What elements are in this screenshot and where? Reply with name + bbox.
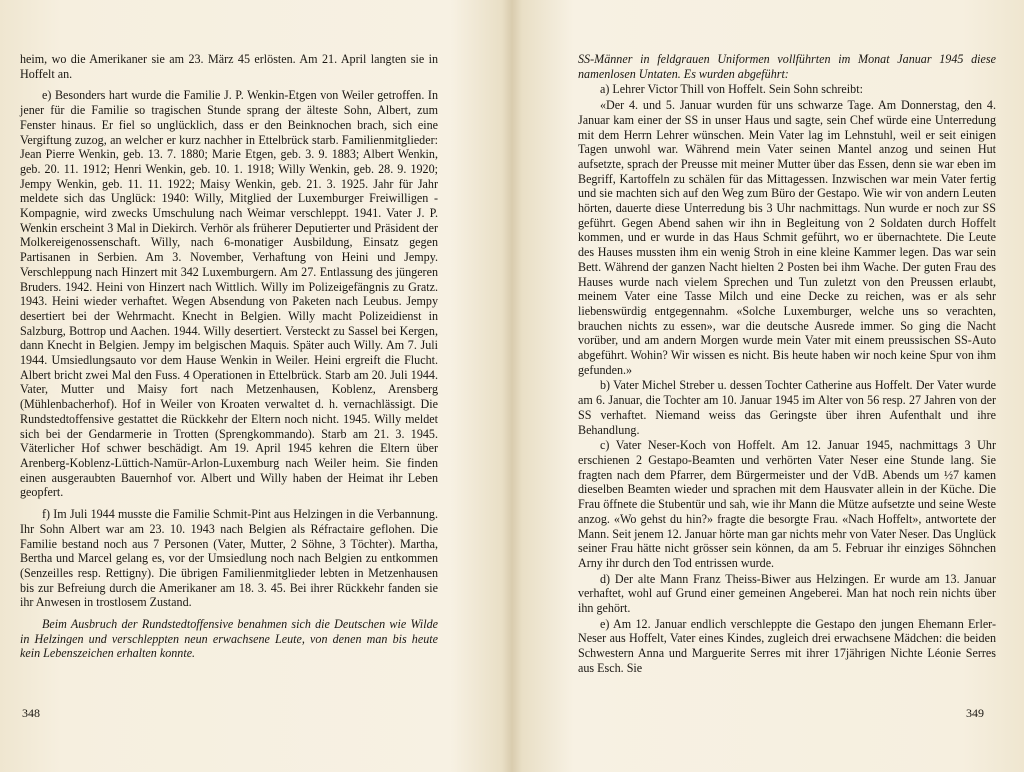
paragraph-r0: SS-Männer in feldgrauen Uniformen vollführten im Monat Januar 1945 diese namenlosen Untaten. Es wurden abgeführt: (578, 52, 996, 81)
paragraph-r2: «Der 4. und 5. Januar wurden für uns schwarze Tage. Am Donnerstag, den 4. Januar kam einer der SS in unser Haus und sagte, sein Chef würde eine Unterredung mit dem Herrn Lehrer wünschen. Mein Vater lag im Lehnstuhl, weil er seit einigen Tagen unwohl war. Während mein Vater seinen Mantel anzog und seinen Hut aufsetzte, sprach der Preusse mit meiner Mutter über das Essen, denn sie war eben im Begriff, Kartoffeln zu schälen für das Mittagessen. Inzwischen war mein Vater fertig und sie machten sich auf den Weg zum Büro der Gestapo. Wie wir von andern Leuten hörten, dauerte diese Unterredung bis 3 Uhr nachmittags. Nun wurde er noch zur SS geführt. Gegen Abend sahen wir ihn in Begleitung von 2 Soldaten durch Hoffelt kommen, und er wurde in das Haus Schmit geführt, wo er übernachtete. Die Leute des Hauses mussten ihm ein wenig Stroh in eine kleine Kammer legen. Das war sein Bett. Während der ganzen Nacht hielten 2 Posten bei ihm Wache. Der guten Frau des Hauses wurde nach vielem Sprechen und Tun zuletzt von den Preussen erlaubt, meinem Vater eine Tasse Milch und eine Decke zu reichen, was er als sehr liebenswürdig entgegennahm. «Solche Luxemburger, welche uns so verachten, brauchen nichts zu essen», war die deutsche Ausrede immer. So ging die Nacht vorüber, und am andern Morgen wurde mein Vater mit einem preussischen SS-Auto abgeführt. Wohin? Wir wissen es nicht. Bis heute haben wir noch keine Spur von ihm gefunden.» (578, 98, 996, 377)
right-page (578, 52, 996, 752)
paragraph-r4: c) Vater Neser-Koch von Hoffelt. Am 12. Januar 1945, nachmittags 3 Uhr erschienen 2 Gestapo-Beamten und verhörten Vater Neser eine Stunde lang. Sie fragten nach dem Pfarrer, dem Bürgermeister und der VdB. Abends um ½7 kamen dieselben Beamten wieder und sprachen mit dem Hausvater allein in der Küche. Die Frau öffnete die Stubentür und sah, wie ihr Mann die Mütze aufsetzte und seine Weste anzog. «Wo gehst du hin?» fragte die besorgte Frau. «Nach Hoffelt», antwortete der Mann. Seit jenem 12. Januar hörte man gar nichts mehr von Vater Neser. Das Unglück seiner Frau hätte nicht grösser sein können, da am 5. Februar ihr einziges Söhnchen Arny ihr durch den Tod entrissen wurde. (578, 438, 996, 570)
paragraph-l3: Beim Ausbruch der Rundstedtoffensive benahmen sich die Deutschen wie Wilde in Helzingen und verschleppten neun erwachsene Leute, von denen man bis heute kein Lebenszeichen erhalten konnte. (20, 617, 438, 661)
paragraph-r5: d) Der alte Mann Franz Theiss-Biwer aus Helzingen. Er wurde am 13. Januar verhaftet, wohl auf Grund einer gemeinen Angeberei. Man hat noch rein nichts über ihn gehört. (578, 571, 996, 616)
paragraph-l0: heim, wo die Amerikaner sie am 23. März 45 erlösten. Am 21. April langten sie in Hoffelt an. (20, 52, 438, 81)
page-number-left: 348 (22, 706, 40, 720)
page-number-right: 349 (966, 706, 984, 720)
left-page (20, 52, 438, 752)
paragraph-l1: e) Besonders hart wurde die Familie J. P. Wenkin-Etgen von Weiler getroffen. In jener für die Familie so tragischen Stunde sprang der älteste Sohn, Albert, zum Fenster hinaus. Er fiel so unglücklich, dass er den Beinknochen brach, sich eine Vergiftung zuzog, an welcher er kurz nachher in Ettelbrück starb. Familienmitglieder: Jean Pierre Wenkin, geb. 13. 7. 1880; Marie Etgen, geb. 3. 9. 1883; Albert Wenkin, geb. 20. 11. 1912; Henri Wenkin, geb. 10. 1. 1918; Willy Wenkin, geb. 28. 9. 1920; Jempy Wenkin, geb. 11. 11. 1922; Maisy Wenkin, geb. 21. 3. 1925. Jahr für Jahr meldete sich das Unglück: 1940: Willy, Mitglied der Luxemburger Freiwilligen - Kompagnie, wird zwecks Umschulung nach Weimar verschleppt. 1941. Vater J. P. Wenkin erscheint 3 Mal in Diekirch. Verhör als früherer Deputierter und Präsident der Molkereigenossenschaft. Willy, nach 6-monatiger Ausbildung, Einsatz gegen Partisanen in Serbien. Am 3. November, Verhaftung von Heini und Jempy. Verschleppung nach Hinzert mit 342 Luxemburgern. Am 27. Entlassung des jüngeren Bruders. 1942. Heini von Hinzert nach Wittlich. Willy im Polizeigefängnis zu Gratz. 1943. Heini wieder verhaftet. Wegen Absendung von Paketen nach Leubus. Jempy desertiert bei der Wehrmacht. Knecht in Belgien. Willy macht Polizeidienst in Salzburg, Bottrop und Aachen. 1944. Willy desertiert. Versteckt zu Sassel bei Kergen, dann Knecht in Belgien. Jempy im belgischen Maquis. Später auch Willy. Am 7. Juli 1944. Umsiedlungsauto vor dem Hause Wenkin in Weiler. Heini ergreift die Flucht. Albert bricht zwei Mal den Fuss. 4 Operationen in Ettelbrück. Starb am 20. Juli 1944. Vater, Mutter und Maisy fort nach Metzenhausen, Koblenz, Arensberg (Mühlenbacherhof). Hof in Weiler von Kroaten verwaltet d. h. vernachlässigt. Die Rundstedtoffensive gestattet die Rückkehr der Eltern noch nicht. 1945. Willy meldet sich bei der Gendarmerie in Trotten (Sprengkommando). Starb am 21. 3. 1945. Väterlicher Hof schwer beschädigt. Am 19. April 1945 kehren die Eltern über Arenberg-Koblenz-Lüttich-Namür-Arlon-Luxemburg nach Weiler heim. Sie finden einen ausgeraubten Bauernhof vor. Albert und Willy haben der Heimat ihr Leben geopfert. (20, 88, 438, 500)
paragraph-r3: b) Vater Michel Streber u. dessen Tochter Catherine aus Hoffelt. Der Vater wurde am 6. Januar, die Tochter am 10. Januar 1945 im Alter von 56 resp. 27 Jahren von der SS verhaftet. Niemand weiss das Geringste über ihren Aufenthalt und ihre Behandlung. (578, 378, 996, 437)
paragraph-r1: a) Lehrer Victor Thill von Hoffelt. Sein Sohn schreibt: (600, 82, 863, 97)
paragraph-l2: f) Im Juli 1944 musste die Familie Schmit-Pint aus Helzingen in die Verbannung. Ihr Sohn Albert war am 23. 10. 1943 nach Belgien als Réfractaire geflohen. Die Familie bestand noch aus 7 Personen (Vater, Mutter, 2 Söhne, 3 Töchter). Martha, Bertha und Marcel gelang es, vor der Umsiedlung noch nach Belgien zu entkommen (Senzeilles resp. Rettigny). Die übrigen Familienmitglieder lebten in Metzenhausen bis zur Befreiung durch die Amerikaner am 18. 3. 45. Bei ihrer Rückkehr fanden sie ihr Anwesen in trostlosem Zustand. (20, 507, 438, 610)
paragraph-r6: e) Am 12. Januar endlich verschleppte die Gestapo den jungen Ehemann Erler-Neser aus Hoffelt, Vater eines Kindes, zugleich drei erwachsene Mädchen: die beiden Schwestern Anna und Marguerite Serres mit ihrer 17jährigen Nichte Léonie Serres aus Esch. Sie (578, 616, 996, 675)
